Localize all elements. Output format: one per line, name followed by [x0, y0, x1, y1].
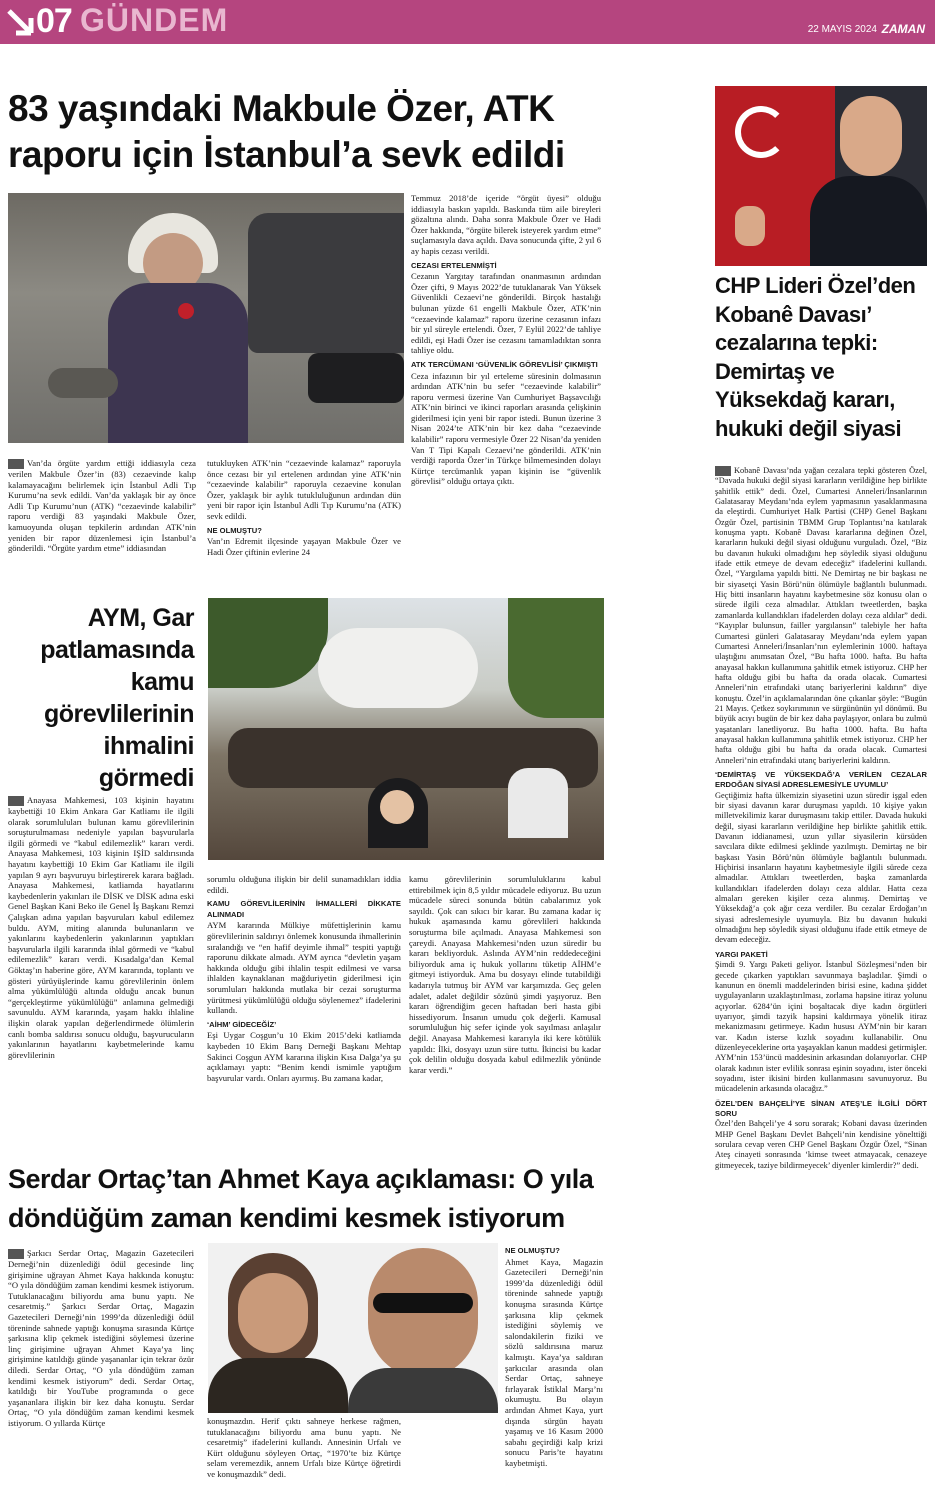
story1-col1-text: Van’da örgüte yardım ettiği iddiasıyla ceza verilen Makbule Özer’in (83) cezaevinde kalıp kalamayacağını belirlemek için İstanbul Adli Tıp Kurumu’na sevk edildi. Van’da yaklaşık bir ay önce Adli Tıp Kurumu’nun (ATK) “cezaevinde kalabilir” raporu verdiği 83 yaşındaki Makbule Özer, kamuoyunda oluşan tepkilerin ardından ATK’nin yeniden bir rapor düzenlemesi için İstanbul’a gönderildi. “Örgüte yardım etme” iddiasından	[8, 458, 196, 554]
story1-subhead-atk: ATK TERCÜMANI ‘GÜVENLİK GÖREVLİSİ’ ÇIKMIŞTI	[411, 359, 598, 369]
story2-headline-line: patlamasında	[40, 636, 194, 664]
story2-headline-line: ihmalini görmedi	[98, 732, 194, 792]
story3-headline-line: Yüksekdağ kararı,	[715, 387, 895, 412]
story2-subhead-aihm: ‘AİHM’ GİDECEĞİZ’	[207, 1019, 277, 1029]
chevron-icon	[8, 796, 24, 806]
story2-headline-line: kamu	[130, 668, 194, 696]
story3-subhead-bahceli: ÖZEL’DEN BAHÇELİ’YE SİNAN ATEŞ’LE İLGİLİ DÖRT SORU	[715, 1098, 927, 1118]
story4-col3-text: Ahmet Kaya, Magazin Gazetecileri Derneği’nin 1999’da düzenlediği ödül töreninde sahnede yaptığı konuşma sırasında Kürtçe şarkısına klip çekmek istediğini söylemiş ve salondakilerin fiziki ve sözlü saldırısına maruz kalmıştı. Kaya’ya saldıran şarkıcılar arasında olan Serdar Ortaç, sahneye fırlayarak İstiklal Marşı’nı okumuştu. Bu olayın ardından Ahmet Kaya, yurt dışında sürgün hayatı yaşamış ve 16 Kasım 2000 sabahı geçirdiği kalp krizi sonucu Paris’te hayatını kaybetmişti.	[505, 1256, 603, 1468]
story1-column3	[411, 193, 601, 487]
story3-headline-line: cezalarına tepki:	[715, 330, 878, 355]
story3-text-d: Özel’den Bahçeli’ye 4 soru sorarak; Kobani davası üzerinden MHP Genel Başkanı Devlet Bahçeli’nin kendisine yönelttiği sorulara cevap veren CHP Genel Başkanı Özgür Özel, “Sinan Ateş cinayeti sonrasında ‘kimse tweet atmayacak, cenazeye gitmeyecek, taziye bildirmeyecek’ diyenler kimlerdir?” dedi.	[715, 1119, 927, 1170]
story4-headline	[8, 1160, 708, 1238]
arrow-icon	[6, 8, 34, 36]
story2-col2-text-c: Eşi Uygar Coşgun’u 10 Ekim 2015’deki katliamda kaybeden 10 Ekim Barış Derneği Başkanı Mehtap Sakinci Coşgun AYM kararına ilişkin Kısa Dalga’ya şu açıklamayı yaptı: “Benim kendi ismimle yaptığım başvurular vardı. Onları ayırmış. Bu zamana kadar,	[207, 1030, 401, 1083]
story3-headline-line: CHP Lideri Özel’den	[715, 273, 916, 298]
story4-column2	[207, 1416, 401, 1480]
story3-subhead-demirtas: ‘DEMİRTAŞ VE YÜKSEKDAĞ’A VERİLEN CEZALAR ERDOĞAN SİYASİ ADRESLEMESİYLE UYUMLU’	[715, 769, 927, 790]
story2-column1	[8, 795, 194, 1060]
story1-column1	[8, 458, 196, 554]
story3-headline	[715, 272, 927, 443]
chevron-icon	[8, 1249, 24, 1259]
story3-text-c: Şimdi 9. Yargı Paketi geliyor. İstanbul Sözleşmesi’nden bir gecede çıkarken yaptıkları savunmaya başladılar. Şimdi o kanunun en önemli maddelerinden birisi esine, kadına şiddet uygulayanların uzaklaştırılması, zorlama hapsine itiraz yolunu açıyorlar. 6284’ün içini boşaltacak diye kadın örgütleri uyarıyor, şimdi tazyik hapsini kaldırmaya yönelik itiraz mekanizmasını getirmeye. Kadın hususı AYM’nin bir kararı var. Kadın isterse kızlık soyadını kullanabilir. Onu düzenleyeceklerine orta yaşayaklan kanun maddesi getirmişler. AYM’nin 153’üncü maddesinin arkasından dolanıyorlar. CHP olarak kadının ister evlilik sonrası eşinin soyadını, ister önceki soyadını, ister ikisini birden kullanmasını savunuyoruz. Bu mücadelenin arkasında olacağız.”	[715, 960, 927, 1094]
story3-subhead-yargi: YARGI PAKETİ	[715, 949, 768, 959]
story3-headline-line: hukuki değil siyasi	[715, 415, 902, 441]
story4-column1	[8, 1248, 194, 1429]
story1-col2-text: tutukluyken ATK’nin “cezaevinde kalamaz” raporuyla önce cezası bir yıl ertelenen ardından yine ATK’nin “cezaevinde kalabilir” raporuyla cezaevine konulan Özer, yaklaşık bir aylık tutukluluğunun ardından dün yeni bir rapor için İstanbul Adli Tıp Kurumu’na (ATK) sevk edildi.	[207, 458, 401, 521]
story1-col3-text-c: Ceza infazının bir yıl erteleme süresinin dolmasının ardından ATK’nin bu sefer “cezaevinde kalabilir” raporu vermesi üzerine Van Cumhuriyet Başsavcılığı ATK’nin birinci ve ikinci raporları arasında çelişkinin giderilmesi için yeni bir rapor istedi. Bunun üzerine 3 Nisan 2024’te ATK’nin bir kez daha “cezaevinde kalabilir” raporu vermesiyle Özer 22 Nisan’da yeniden Van T Tipi Kapalı Cezaevi’ne gönderildi. ATK’nin verdiği raporda Özer’in Türkçe bilmemesinden dolayı Kürtçe tercümanlık yapan kişinin ise “güvenlik görevlisi” olduğu ortaya çıktı.	[411, 370, 601, 487]
story3-text-a: Kobanê Davası’nda yağan cezalara tepki gösteren Özel, “Davada hukuki değil siyasi kararların verildiğine hep birlikte şahitlik ettik” dedi. Özel, Cumartesi Anneleri/İnsanlarının Galatasaray Meydanı’nda eylem yapmasının yasaklanmasına da eleştirdi. Cumhuriyet Halk Partisi (CHP) Genel Başkanı Özgür Özel, partisinin TBMM Grup Toplantısı’na katılarak konuşma yaptı. Kobanê Davası kararlarına değinen Özel, kararların hukuki değil siyasi olduğunu vurguladı. Özel, “Biz bu davanın hukuki olmadığını hep söyledik siyasi olduğunu ifade ettik etmeye de devam edeceğiz” ifadelerini kullandı. Özel, “Yargılama yapıldı bitti. Ne Demirtaş ne bir başkası ne bir siyasetçi Yasin Börü’nün ölümüyle bağlantılı bulunmadı. Hiç bitti insanların hayatını kaybetmesine söz konusu olan o sürede ilgili ceza almadılar. Attıkları tweetlerden, başka zamanlarda kullandıkları ifadelerden dolayı ceza aldılar” dedi. “Kayıplar bulunsun, failler yargılansın” talebiyle her hafta Cumartesi günleri Galatasaray Meydanı’nda eylem yapan Cumartesi Anneleri/İnsanları’nın eylemlerinin 1000. haftaya ulaştığını anımsatan Özel, “Bu hafta 1000. hafta. Bu hafta anayasal hakkın kullanımına şahitlik etmek istiyoruz. CHP her hafta olduğu gibi bu hafta da orada olacak. Cumartesi Anneleri’nin etrafındaki utanç bariyerlerini kaldırın” diye konuştu. Özel’in açıklamalarından öne çıkanlar şöyle: “Bugün 21 Mayıs. Çetkez soykırımının ve sürgününün yıl dönümü. Bu büyük acıyı bugün de bir kez daha paylaşıyor, onlara bu zulmü yaşatanları lanetliyoruz. Bu hafta 1000. hafta. Bu hafta anayasal hakkın kullanımına şahitlik etmek istiyoruz. CHP her hafta olduğu gibi bu hafta da orada olacak. Cumartesi Anneleri’nin etrafındaki utanç bariyerlerini kaldırın.	[715, 466, 927, 765]
story2-headline-line: görevlilerinin	[44, 700, 194, 728]
story4-subhead-ne-olmustu: NE OLMUŞTU?	[505, 1246, 560, 1255]
story2-headline-line: AYM, Gar	[87, 604, 194, 632]
story2-col2-text-b: AYM kararında Mülkiye müfettişlerinin kamu görevlilerinin saldırıyı önlemek konusunda ihmallerinin sıralandığı ve “en hafif deyimle ihmal” tespiti yaptığı raporunu dikkate almadı. AYM ayrıca “devletin yaşam hakkında olduğu gibi ihlalin tespit edilmesi ve varsa ihlalden kaynaklanan mağduriyetin giderilmesi için sorumluları hakkında mutlaka bir cezai soruşturma yürütmesi yükümlülüğü olduğu söylenemez” ifadelerini kullandı.	[207, 920, 401, 1016]
story1-col3-text-b: Cezanın Yargıtay tarafından onanmasının ardından Özer çifti, 9 Mayıs 2022’de tutuklanarak Van Yüksek Güvenlikli Cezaevi’ne gönderildi. Birçok hastalığı bulunan yüzde 61 engelli Makbule Özer, ATK’nin “cezaevinde kalamaz” raporu üzerine cezasının infazı bir yıl süreyle ertelendi. Özer, 7 Eylül 2022’de tahliye edildi, eşi Hadi Özer ise cezasını tamamladıktan sonra tahliye oldu.	[411, 271, 601, 356]
newspaper-brand: ZAMAN	[881, 22, 925, 36]
story1-headline-line1: 83 yaşındaki Makbule Özer, ATK	[8, 88, 555, 129]
story4-photo	[208, 1243, 498, 1413]
story1-headline	[8, 86, 708, 178]
story2-col1-text: Anayasa Mahkemesi, 103 kişinin hayatını kaybettiği 10 Ekim Ankara Gar Katliamı ile ilgili olarak sorumluluları bulunan kamu görevlilerinin soruşturulmaması nedeniyle yapılan başvurularla ilgili görmedi ve “kabul edilemezlik” kararı verdi. Anayasa Mahkemesi, 103 kişinin IŞİD saldırısında hayatını kaybettiği 10 Ekim Gar Katliamı ile ilgili yapılan 9 ayrı başvuruyu birleştirerek karara bağladı. Anayasa Mahkemesi, katliamda hayatlarını kaybedenlerin yakınları ile DİSK ve DİSK adına eski Genel Başkan Kani Beko ile Genel İş Başkanı Remzi Çalışkan adına yapılan başvuruları kabul edilemez buldu. AYM, miting alanında bulunanların ve yakınlarını kaybedenlerin yakınlarının yaptıkları başvurularla ilgili kararında ihlal görmedi ve “kabul edilemezlik” kararı verdi. Kısadalga’dan Kemal Göktaş’ın haberine göre, AYM kararında, toplantı ve gösteri yürüyüşlerinde kamu görevlilerinin önlem alma yükümlülüğü altında olduğu ancak bunun “gerçekleştirme yükümlülüğü” anlamına gelmediği savunuldu. AYM kararında, yaşam hakkı ihlaline ilişkin olarak yapılan değerlendirmede ölümlerin canlı bomba saldırısı sonucu olduğu, başvurucuların yakınlarının hayatlarını kaybetmelerinde kamu görevlilerinin	[8, 795, 194, 1060]
story4-headline-line1: Serdar Ortaç’tan Ahmet Kaya açıklaması: O yıla	[8, 1164, 594, 1194]
story3-body	[715, 466, 927, 1171]
story2-column3	[409, 874, 601, 1075]
story4-column3	[505, 1246, 603, 1468]
section-title: GÜNDEM	[80, 2, 229, 38]
story1-column2	[207, 458, 401, 557]
story2-col2-text-a: sorumlu olduğuna ilişkin bir delil sunamadıkları iddia edildi.	[207, 874, 401, 895]
chevron-icon	[8, 459, 24, 469]
story1-photo	[8, 193, 404, 443]
story4-col2-text: konuşmazdın. Herif çıktı sahneye herkese rağmen, tutuklanacağını biliyordu ama bunu yaptı. Ne cesaretmiş” ifadelerini kullandı. Annesinin Urfalı ve Kürt olduğunu söyleyen Ortaç, “1970’te biz Kürtçe selam veremezdik, annem Urfalı bize Kürtçe öğretirdi ve konuşmazdık” dedi.	[207, 1416, 401, 1479]
section-header	[0, 0, 935, 44]
story4-headline-line2: döndüğüm zaman kendimi kesmek istiyorum	[8, 1203, 565, 1233]
story2-col3-text: kamu görevlilerinin sorumluluklarını kabul ettirebilmek için 8,5 yıldır mücadele ediyoruz. Bu uzun mücadele süreci sonunda bütün cabalarımız yok sayıldı. Çok can sıkıcı bir karar. Bu zamana kadar iç hukuk aşamasında kamu görevlileri hakkında soruşturma bile açılmadı. Anayasa Mahkemesi son çareydi. Anayasa Mahkemesi’nden uzun süredir bu kararı bekliyorduk. Aslında AYM’nin reddedeceğini biliyorduk ama iç hukuk yollarını tüketip AİHM’e gitmeyi istiyorduk. Ama bu dosyayı elinde tutabildiği kadarıyla tutmuş bir AYM var karşımızda. Geç gelen adalet, adalet değildir sözünü şimdi yaşıyoruz. Ben kararı öğrendiğim gecen haftadan beri hasta gibi hissediyorum. İnsanın umudu çok değerli. Kamusal sorumluluğun hiç sefer içinde yok sayılması anlaşılır değil. Anayasa Mahkemesi kararıyla iki kere kötülük yapıldı: İlki, dosyayı uzun süre tuttu. İkincisi bu kadar çok delilin olduğu dosyada kabul edilmezlik yönünde karar verdi.”	[409, 874, 601, 1075]
issue-date: 22 MAYIS 2024	[807, 24, 877, 35]
story2-column2	[207, 874, 401, 1083]
story1-subhead-cezasi: CEZASI ERTELENMİŞTİ	[411, 260, 497, 270]
story1-subhead-ne-olmustu: NE OLMUŞTU?	[207, 525, 262, 535]
chevron-icon	[715, 466, 731, 476]
story2-photo	[208, 598, 604, 860]
story3-text-b: Geçtiğimiz hafta ülkemizin siyasetini uzun süredir işgal eden bir siyasi davanın karar duruşması yapıldı. 10 kişiye yakın milletvekilimiz karar duruşmasını takip ettiler. Davada hukuki değil, siyasi kararların verildiğine hep birlikte şahitlik ettik. Davanın iddianamesi, uzun yıllar siyasilerin kürsüden savcılara dikte edilmesi şeklinde yazılmıştı. Demirtaş ne bir başkası Yasin Börü’nün ölümüyle bağlantılı bulunmadı. Hiçbirisi insanların hayatını kaybetmesiyle ilgili sürede ceza almadılar. Attıkları tweetlerden, başka zamanlarda kullandıkları ifadelerden dolayı ceza aldılar. Hatta ceza almaları gereken kişiler ceza alınmış. Demirtaş ve Yüksekdağ’a çok ağır ceza verdiler. Bu cezalar Erdoğan’ın siyasi adreslemesiyle uyumuyla. Biz bu davanın hukuki olmadığını hep söyledik siyasi olduğunu ifade ettik etmeye de devam edeceğiz.	[715, 790, 927, 945]
story1-col3-text-a: Temmuz 2018’de içeride “örgüt üyesi” olduğu iddiasıyla baskın yapıldı. Baskında tüm aile bireyleri gözaltına alındı. Daha sonra Makbule Özer ve Hadi Özer hakkında, “örgüte bilerek isteyerek yardım etme” suçlamasıyla dava açıldı. Dava sonucunda çifte, 2 yıl 6 ay hapis cezası verildi.	[411, 193, 601, 256]
story3-photo	[715, 86, 927, 266]
story2-subhead-kamu: KAMU GÖREVLİLERİNİN İHMALLERİ DİKKATE ALINMADI	[207, 899, 401, 919]
story3-headline-line: Demirtaş ve	[715, 358, 835, 384]
story1-col2-text-b: Van’ın Edremit ilçesinde yaşayan Makbule Özer ve Hadi Özer çiftinin evlerine 24	[207, 536, 401, 557]
story2-headline	[8, 602, 194, 794]
story1-headline-line2: raporu için İstanbul’a sevk edildi	[8, 134, 565, 175]
story3-headline-line: Kobanê Davası’	[715, 301, 872, 327]
page-number: 07	[36, 2, 72, 40]
story4-col1-text: Şarkıcı Serdar Ortaç, Magazin Gazetecileri Derneği’nin düzenlediği ödül gecesinde linç girişimine uğrayan Ahmet Kaya hakkında konuştu: “O yıla döndüğüm zaman kendimi kesmek istiyorum. Tutuklanacağını biliyordu ama bunu yaptı. Ne cesaretmiş.” Şarkıcı Serdar Ortaç, Magazin Gazetecileri Derneği’nin 1999’da düzenlediği ödül töreninde sahnede yaptığı konuşma sırasında Kürtçe şarkısına klip çekmek istediğini söylemesi üzerine linç girişimine uğrayan Ahmet Kaya’ya linç girişimine katıldığı günde yaşananlar için tekrar özür diledi. Serdar Ortaç, “O yıla döndüğüm zaman kendimi kesmek istiyorum” dedi. Serdar Ortaç, katıldığı bir YouTube programında o gece yaşananlara ilişkin bir kez daha konuştu. Serdar Ortaç, “O yıla döndüğüm zaman kendimi kesmek istiyorum. O yıllarda Kürtçe	[8, 1248, 194, 1428]
